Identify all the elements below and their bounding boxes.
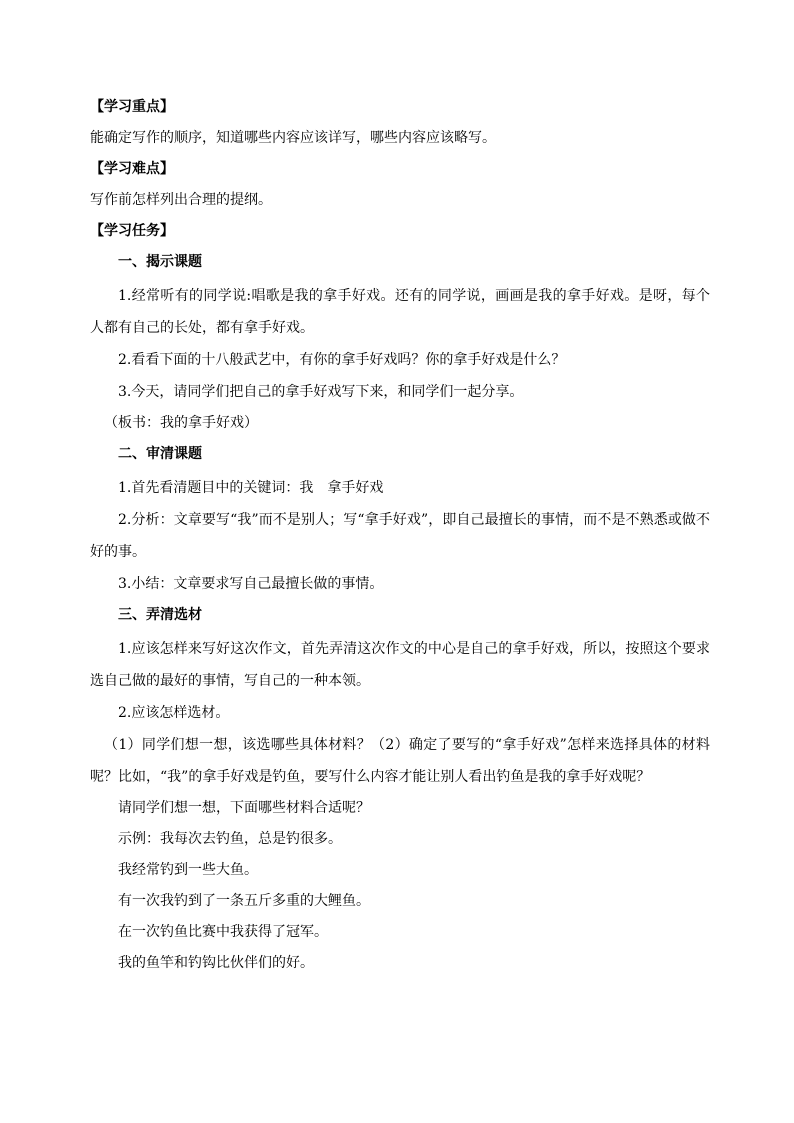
part3-question: 请同学们想一想，下面哪些材料合适呢？ [118,800,370,816]
part1-paragraph-3: 3.今天，请同学们把自己的拿手好戏写下来，和同学们一起分享。 [118,384,524,400]
part1-paragraph-1: 1.经常听有的同学说:唱歌是我的拿手好戏。还有的同学说，画画是我的拿手好戏。是呀，每个人都有自己的长处，都有拿手好戏。 [90,288,710,336]
part3-paragraph-3: （1）同学们想一想，该选哪些具体材料？（2）确定了要写的“拿手好戏”怎样来选择具体的材料呢？比如，“我”的拿手好戏是钓鱼，要写什么内容才能让别人看出钓鱼是我的拿手好戏呢？ [90,737,710,785]
material-item-1: 我经常钓到一些大鱼。 [118,862,258,878]
focus-text: 能确定写作的顺序，知道哪些内容应该详写，哪些内容应该略写。 [90,130,496,146]
part2-paragraph-3: 3.小结：文章要求写自己最擅长做的事情。 [118,576,384,592]
material-item-3: 在一次钓鱼比赛中我获得了冠军。 [118,924,328,940]
example-line: 示例：我每次去钓鱼，总是钓很多。 [118,831,342,847]
part1-heading: 一、揭示课题 [118,254,202,270]
part2-paragraph-1: 1.首先看清题目中的关键词：我 拿手好戏 [118,480,384,496]
part1-paragraph-2: 2.看看下面的十八般武艺中，有你的拿手好戏吗？你的拿手好戏是什么？ [118,352,566,368]
part2-heading: 二、审清课题 [118,446,202,462]
difficulty-text: 写作前怎样列出合理的提纲。 [90,192,272,208]
material-item-4: 我的鱼竿和钓钩比伙伴们的好。 [118,955,314,971]
section-title-task: 【学习任务】 [90,223,174,239]
part3-paragraph-1: 1.应该怎样来写好这次作文，首先弄清这次作文的中心是自己的拿手好戏，所以，按照这个要求选自己做的最好的事情，写自己的一种本领。 [90,641,710,689]
part3-heading: 三、弄清选材 [118,607,202,623]
document-page [90,92,710,979]
board-note: （板书：我的拿手好戏） [104,415,258,431]
section-title-difficulty: 【学习难点】 [90,161,174,177]
part3-paragraph-2: 2.应该怎样选材。 [118,705,230,721]
material-item-2: 有一次我钓到了一条五斤多重的大鲤鱼。 [118,893,370,909]
part2-paragraph-2: 2.分析：文章要写“我”而不是别人；写“拿手好戏”，即自己最擅长的事情，而不是不熟悉或做不好的事。 [90,512,710,560]
section-title-focus: 【学习重点】 [90,99,174,115]
